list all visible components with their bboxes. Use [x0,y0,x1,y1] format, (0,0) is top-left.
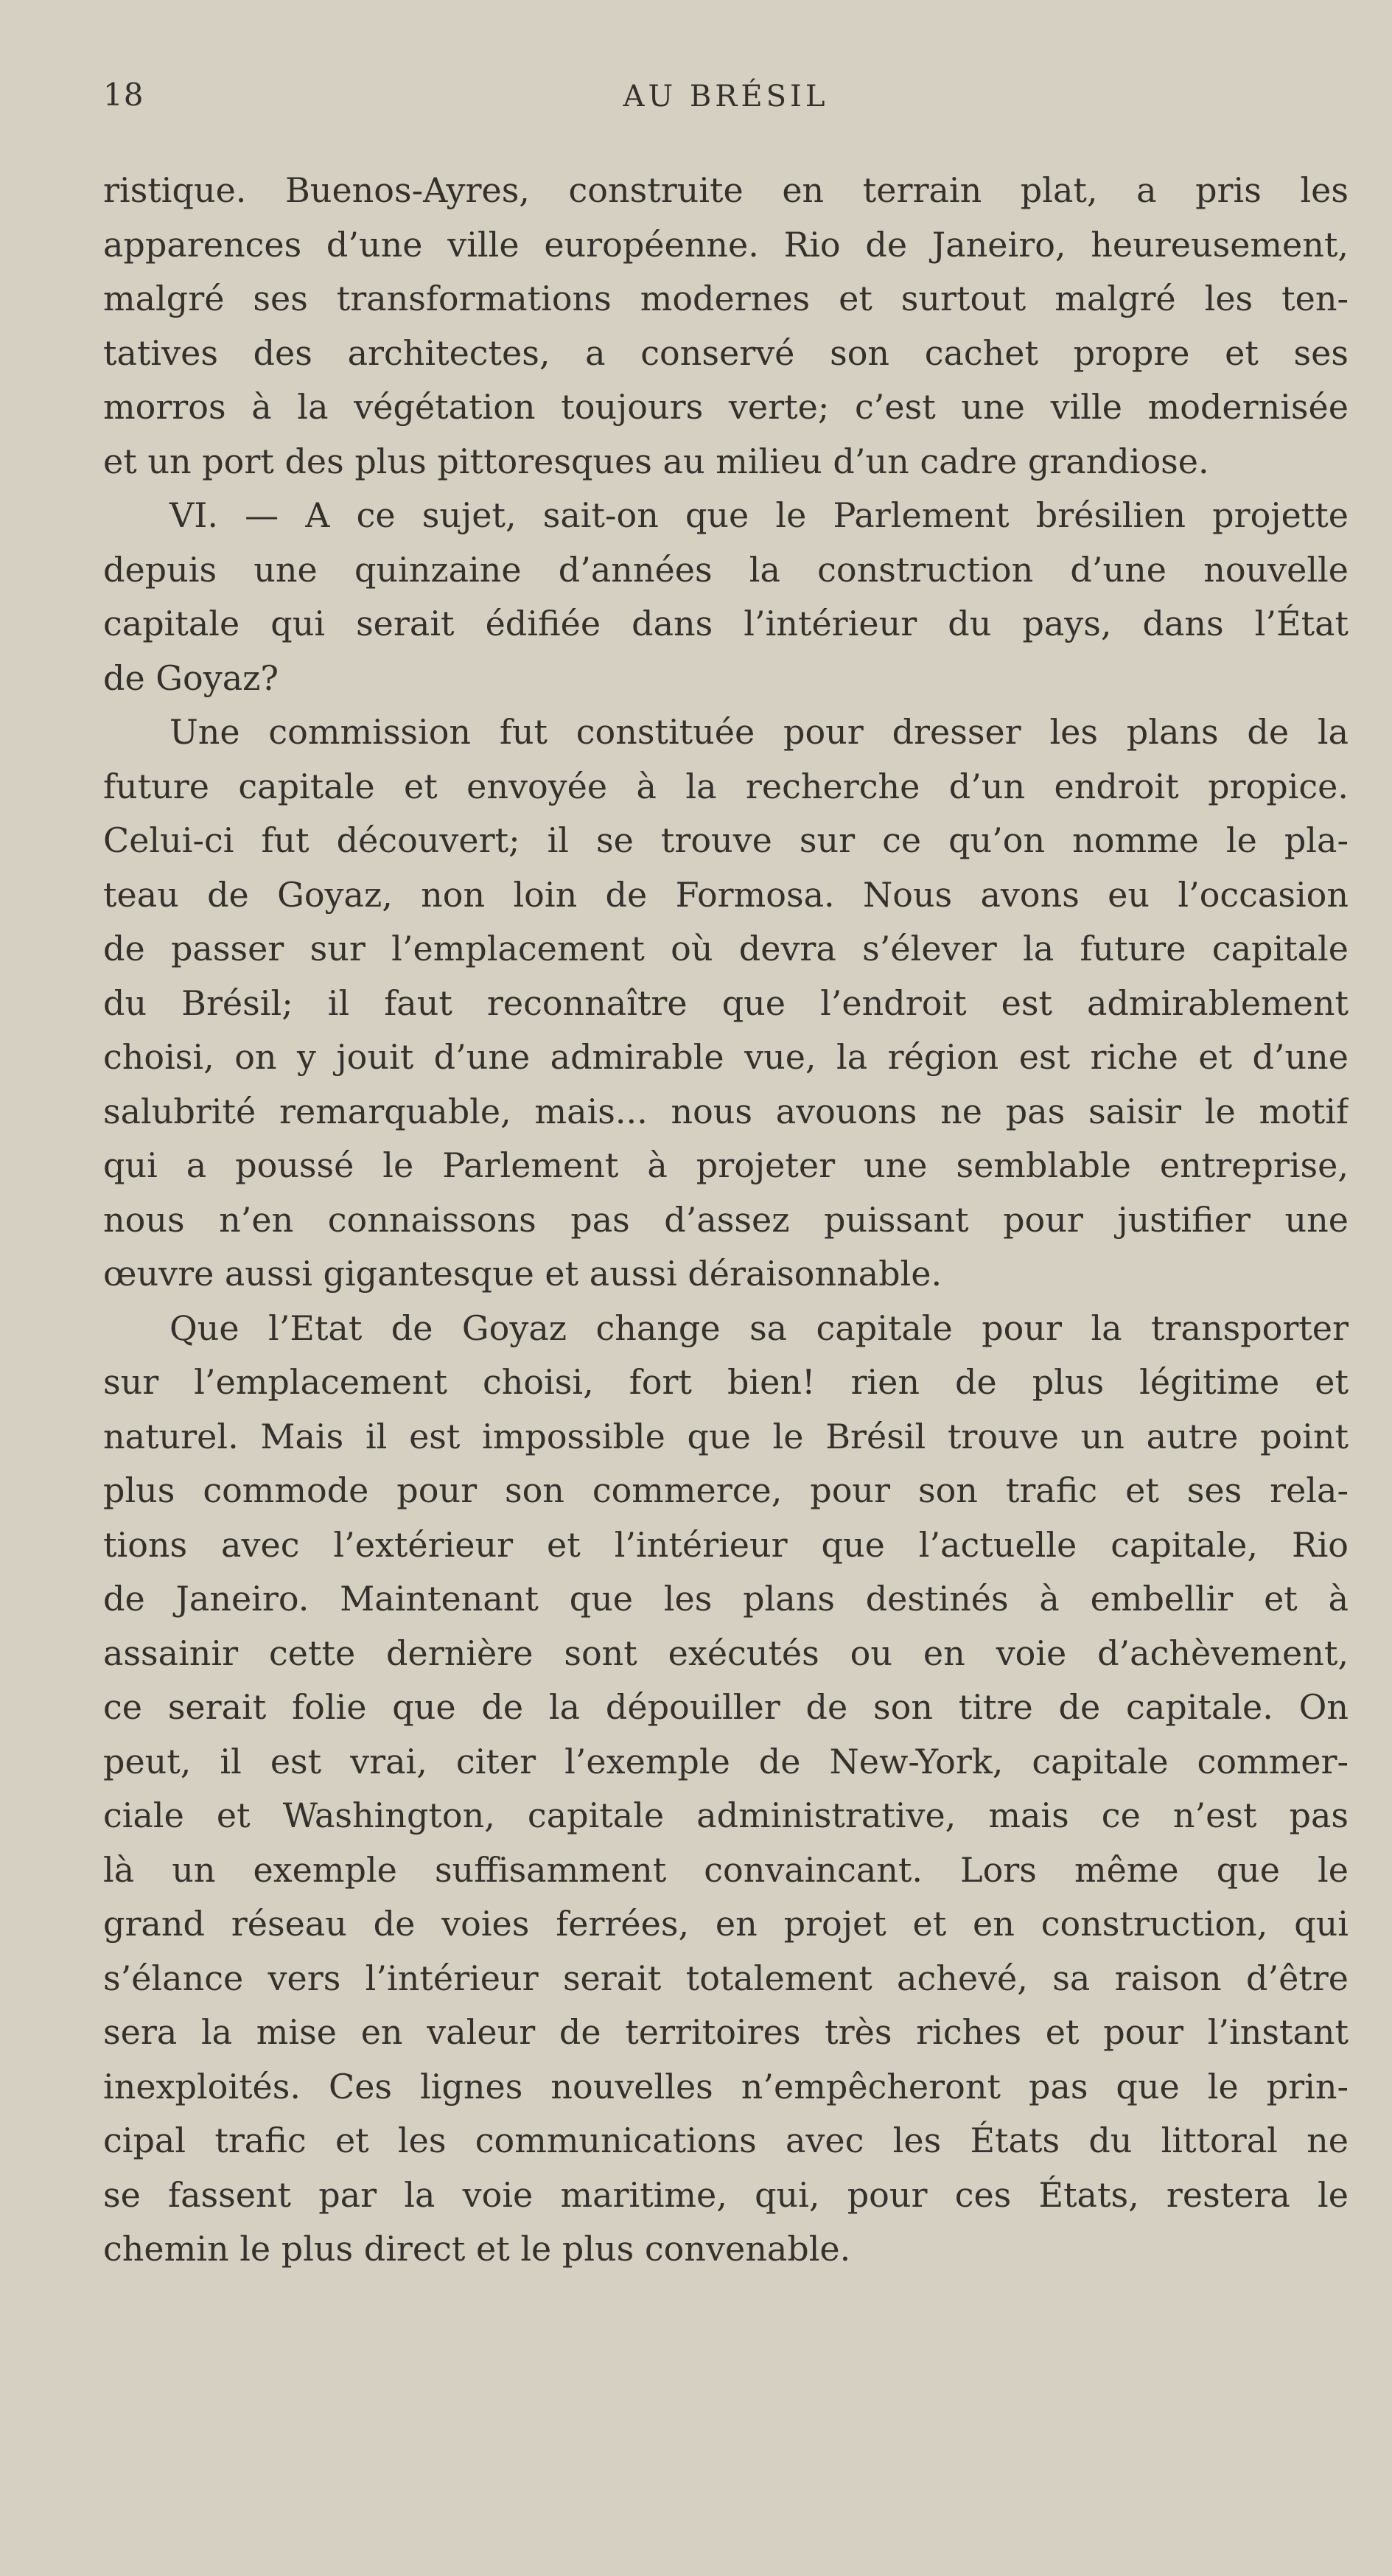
text-line: morros à la végétation toujours verte; c’est une ville modernisée [103,387,1349,427]
text-line: malgré ses transformations modernes et surtout malgré les ten- [103,279,1349,318]
running-title: AU BRÉSIL [623,80,829,114]
text-line: ristique. Buenos-Ayres, construite en terrain plat, a pris les [103,170,1349,210]
text-line: naturel. Mais il est impossible que le Brésil trouve un autre point [103,1416,1349,1456]
paragraph [103,489,1349,705]
text-line: depuis une quinzaine d’années la construction d’une nouvelle [103,549,1349,590]
text-line: s’élance vers l’intérieur serait totalement achevé, sa raison d’être [103,1958,1349,1998]
text-line: tatives des architectes, a conservé son cachet propre et ses [103,332,1349,373]
text-line: choisi, on y jouit d’une admirable vue, la région est riche et d’une [103,1037,1349,1077]
text-line: cipal trafic et les communications avec les États du littoral ne [103,2121,1349,2160]
text-line: Celui-ci fut découvert; il se trouve sur ce qu’on nomme le pla- [103,820,1349,860]
text-line: apparences d’une ville européenne. Rio de Janeiro, heureusement, [103,224,1349,265]
text-line: Que l’Etat de Goyaz change sa capitale pour la transporter [169,1308,1349,1348]
text-line: peut, il est vrai, citer l’exemple de New-York, capitale commer- [103,1741,1349,1781]
text-line: du Brésil; il faut reconnaître que l’endroit est admirablement [103,982,1349,1023]
text-line: de passer sur l’emplacement où devra s’élever la future capitale [103,929,1349,968]
text-line: de Janeiro. Maintenant que les plans destinés à embellir et à [103,1579,1349,1619]
text-line: ciale et Washington, capitale administrative, mais ce n’est pas [103,1795,1349,1835]
text-line: œuvre aussi gigantesque et aussi déraisonnable. [103,1254,942,1294]
body-text [103,164,1349,2277]
text-line: qui a poussé le Parlement à projeter une semblable entreprise, [103,1145,1349,1185]
text-line: sur l’emplacement choisi, fort bien! rien de plus légitime et [103,1362,1349,1402]
text-line: ce serait folie que de la dépouiller de son titre de capitale. On [103,1687,1349,1727]
text-line: capitale qui serait édifiée dans l’intérieur du pays, dans l’État [103,604,1349,643]
text-line: chemin le plus direct et le plus convenable. [103,2229,851,2269]
text-line: et un port des plus pittoresques au milieu d’un cadre grandiose. [103,441,1209,481]
paragraph [103,164,1349,489]
text-line: future capitale et envoyée à la recherche d’un endroit propice. [103,766,1349,806]
text-line: là un exemple suffisamment convaincant. Lors même que le [103,1849,1349,1890]
text-line: de Goyaz? [103,657,279,698]
text-line: plus commode pour son commerce, pour son trafic et ses rela- [103,1470,1349,1510]
text-line: nous n’en connaissons pas d’assez puissant pour justifier une [103,1199,1349,1240]
text-line: teau de Goyaz, non loin de Formosa. Nous avons eu l’occasion [103,874,1349,915]
page-number: 18 [103,77,144,113]
paragraph [103,1302,1349,2277]
running-head [103,77,1349,121]
text-line: se fassent par la voie maritime, qui, pour ces États, restera le [103,2174,1349,2215]
text-line: grand réseau de voies ferrées, en projet et en construction, qui [103,1904,1349,1944]
text-line: inexploités. Ces lignes nouvelles n’empêcheront pas que le prin- [103,2066,1349,2106]
text-line: tions avec l’extérieur et l’intérieur que l’actuelle capitale, Rio [103,1524,1349,1565]
text-line: assainir cette dernière sont exécutés ou en voie d’achèvement, [103,1633,1349,1673]
text-line: sera la mise en valeur de territoires très riches et pour l’instant [103,2012,1349,2052]
text-line: Une commission fut constituée pour dresser les plans de la [169,712,1349,752]
paragraph [103,705,1349,1302]
text-line: salubrité remarquable, mais... nous avouons ne pas saisir le motif [103,1091,1349,1131]
text-line: VI. — A ce sujet, sait-on que le Parlement brésilien projette [169,495,1349,535]
